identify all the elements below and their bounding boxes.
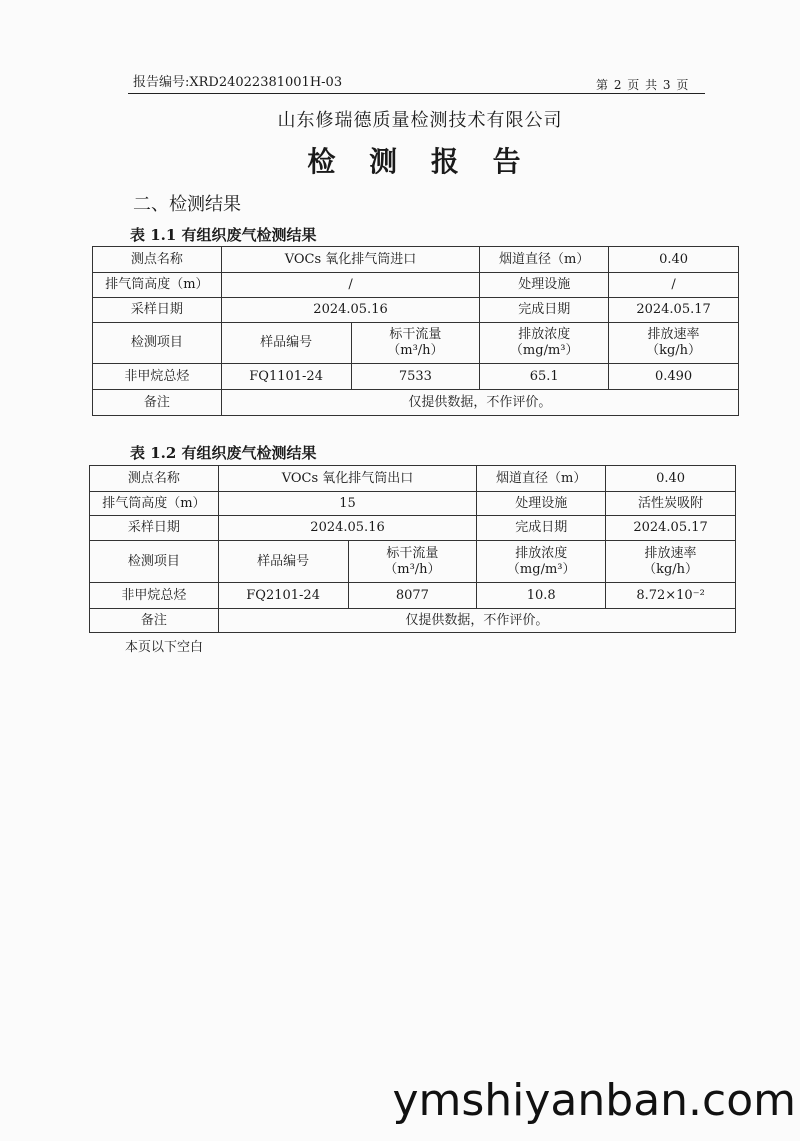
rate-title: 排放速率 xyxy=(644,545,697,561)
results-table-2 xyxy=(89,465,736,633)
label-rate xyxy=(606,541,736,583)
table-2-caption: 表 1.2 有组织废气检测结果 xyxy=(130,444,317,462)
label-flow xyxy=(351,323,480,364)
table-row xyxy=(90,492,736,516)
label-sample-date: 采样日期 xyxy=(93,298,222,323)
blank-below-note: 本页以下空白 xyxy=(125,640,204,655)
table-row xyxy=(93,323,739,364)
value-sample-date: 2024.05.16 xyxy=(221,298,480,323)
value-rate: 8.72×10⁻² xyxy=(606,583,736,609)
label-flow xyxy=(348,541,477,583)
table-row xyxy=(93,390,739,416)
table-row xyxy=(90,541,736,583)
table-row xyxy=(90,609,736,633)
table-row xyxy=(90,466,736,492)
label-stack-height: 排气筒高度（m） xyxy=(93,273,222,298)
watermark-text: ymshiyanban.com xyxy=(392,1075,796,1126)
value-flue-diameter: 0.40 xyxy=(606,466,736,492)
label-point: 测点名称 xyxy=(90,466,219,492)
table-row xyxy=(93,247,739,273)
label-remark: 备注 xyxy=(90,609,219,633)
label-facility: 处理设施 xyxy=(480,273,609,298)
label-sample-no: 样品编号 xyxy=(218,541,348,583)
rate-unit: （kg/h） xyxy=(643,561,699,577)
table-row xyxy=(93,364,739,390)
rate-unit: （kg/h） xyxy=(646,343,702,358)
label-sample-date: 采样日期 xyxy=(90,516,219,541)
value-finish-date: 2024.05.17 xyxy=(606,516,736,541)
value-sample-no: FQ1101-24 xyxy=(221,364,351,390)
conc-unit: （mg/m³） xyxy=(509,343,579,358)
value-point: VOCs 氧化排气筒进口 xyxy=(221,247,480,273)
flow-title: 标干流量 xyxy=(386,545,439,561)
table-row xyxy=(93,298,739,323)
value-stack-height: / xyxy=(221,273,480,298)
label-item: 检测项目 xyxy=(93,323,222,364)
value-remark: 仅提供数据，不作评价。 xyxy=(218,609,735,633)
label-concentration xyxy=(480,323,609,364)
table-row xyxy=(90,516,736,541)
flow-title: 标干流量 xyxy=(389,327,442,342)
page-info: 第 2 页 共 3 页 xyxy=(596,78,690,92)
value-finish-date: 2024.05.17 xyxy=(609,298,739,323)
label-point: 测点名称 xyxy=(93,247,222,273)
conc-title: 排放浓度 xyxy=(518,327,571,342)
header-divider xyxy=(128,93,705,94)
label-stack-height: 排气筒高度（m） xyxy=(90,492,219,516)
conc-unit: （mg/m³） xyxy=(506,561,576,577)
label-item: 检测项目 xyxy=(90,541,219,583)
label-finish-date: 完成日期 xyxy=(480,298,609,323)
label-remark: 备注 xyxy=(93,390,222,416)
value-facility: / xyxy=(609,273,739,298)
label-rate xyxy=(609,323,739,364)
value-concentration: 65.1 xyxy=(480,364,609,390)
value-flue-diameter: 0.40 xyxy=(609,247,739,273)
value-sample-no: FQ2101-24 xyxy=(218,583,348,609)
value-item: 非甲烷总烃 xyxy=(93,364,222,390)
table-row xyxy=(93,273,739,298)
document-title: 检 测 报 告 xyxy=(307,145,533,178)
flow-unit: （m³/h） xyxy=(387,343,444,358)
results-table-1 xyxy=(92,246,739,416)
label-facility: 处理设施 xyxy=(477,492,606,516)
table-1-caption: 表 1.1 有组织废气检测结果 xyxy=(130,226,317,244)
flow-unit: （m³/h） xyxy=(384,561,441,577)
value-facility: 活性炭吸附 xyxy=(606,492,736,516)
value-sample-date: 2024.05.16 xyxy=(218,516,477,541)
value-concentration: 10.8 xyxy=(477,583,606,609)
value-flow: 7533 xyxy=(351,364,480,390)
value-flow: 8077 xyxy=(348,583,477,609)
value-rate: 0.490 xyxy=(609,364,739,390)
label-sample-no: 样品编号 xyxy=(221,323,351,364)
value-remark: 仅提供数据，不作评价。 xyxy=(221,390,738,416)
label-concentration xyxy=(477,541,606,583)
company-name: 山东修瑞德质量检测技术有限公司 xyxy=(277,110,563,131)
label-finish-date: 完成日期 xyxy=(477,516,606,541)
value-point: VOCs 氧化排气筒出口 xyxy=(218,466,477,492)
report-number: 报告编号:XRD24022381001H-03 xyxy=(133,75,343,90)
conc-title: 排放浓度 xyxy=(515,545,568,561)
table-row xyxy=(90,583,736,609)
value-item: 非甲烷总烃 xyxy=(90,583,219,609)
label-flue-diameter: 烟道直径（m） xyxy=(480,247,609,273)
value-stack-height: 15 xyxy=(218,492,477,516)
label-flue-diameter: 烟道直径（m） xyxy=(477,466,606,492)
rate-title: 排放速率 xyxy=(647,327,700,342)
section-heading: 二、检测结果 xyxy=(133,194,241,215)
